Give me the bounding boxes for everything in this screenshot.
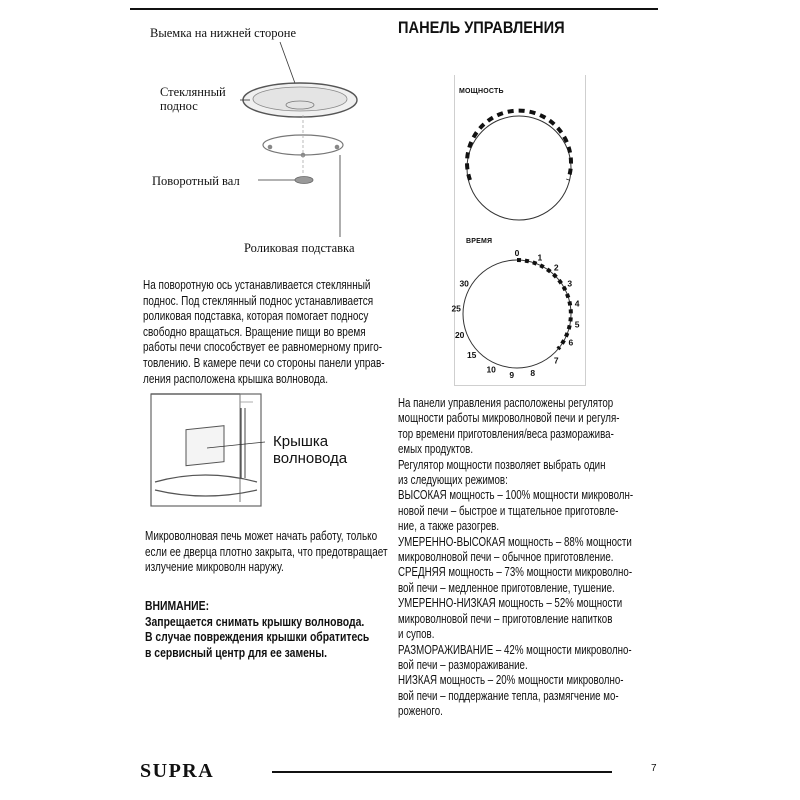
panel-line: ВЫСОКАЯ мощность – 100% мощности микроволн- (398, 487, 634, 503)
time-dial-svg (451, 246, 585, 380)
door-line: излучение микроволн наружу. (145, 559, 284, 575)
intro-line: поднос. Под стеклянный поднос устанавливается (143, 292, 374, 308)
panel-description (398, 395, 707, 719)
panel-line: вой печи – размораживание. (398, 656, 528, 672)
time-tick-label: 5 (574, 319, 580, 330)
waveguide-label-line1: Крышка (273, 433, 329, 450)
glass-tray-label-line1: Стеклянный (160, 85, 226, 99)
power-dial-svg (455, 100, 583, 228)
time-tick-label: 10 (486, 364, 496, 375)
door-line: если ее дверца плотно закрыта, что предотвращает (145, 543, 388, 559)
power-dial (455, 100, 583, 228)
intro-line: роликовая подставка, которая помогает подносу (143, 308, 369, 324)
turntable-illustration (140, 15, 390, 265)
panel-line: УМЕРЕННО-НИЗКАЯ мощность – 52% мощности (398, 595, 623, 611)
glass-tray-label (160, 85, 226, 113)
time-tick-label: 20 (454, 329, 465, 340)
time-tick-label: 15 (466, 349, 477, 360)
top-rule (130, 8, 658, 10)
time-tick-label: 2 (553, 262, 559, 273)
panel-line: НИЗКАЯ мощность – 20% мощности микроволно- (398, 672, 624, 688)
turntable-diagram (140, 15, 390, 265)
warning-line: Запрещается снимать крышку волновода. (145, 613, 365, 629)
time-tick-label: 0 (514, 248, 520, 258)
panel-line: РАЗМОРАЖИВАНИЕ – 42% мощности микроволно- (398, 641, 632, 657)
intro-line: ления расположена крышка волновода. (143, 370, 329, 386)
panel-line: На панели управления расположены регулятор (398, 395, 614, 410)
page-number: 7 (651, 763, 657, 774)
panel-line: УМЕРЕННО-ВЫСОКАЯ мощность – 88% мощности (398, 533, 632, 549)
waveguide-label-line2: волновода (273, 450, 348, 467)
panel-line: микроволновой печи – обычное приготовление. (398, 549, 614, 565)
panel-line: микроволновой печи – приготовление напитков (398, 610, 613, 626)
time-tick-label: 25 (451, 303, 461, 314)
warning-title: ВНИМАНИЕ: (145, 598, 210, 613)
time-tick-label: 7 (553, 355, 559, 366)
panel-line: емых продуктов. (398, 441, 474, 457)
warning-line: в сервисный центр для ее замены. (145, 644, 327, 660)
time-dial-label: ВРЕМЯ (466, 238, 493, 245)
panel-line: ние, а также разогрев. (398, 518, 500, 534)
power-dial-label: МОЩНОСТЬ (459, 88, 504, 95)
panel-title: ПАНЕЛЬ УПРАВЛЕНИЯ (398, 18, 565, 37)
panel-line: новой печи – быстрое и тщательное приготовле- (398, 502, 619, 518)
time-tick-label: 4 (574, 298, 580, 309)
waveguide-label (273, 433, 347, 467)
shaft-label: Поворотный вал (152, 174, 240, 188)
intro-line: На поворотную ось устанавливается стеклянный (143, 277, 371, 292)
time-tick-label: 1 (537, 252, 543, 263)
panel-line: роженого. (398, 703, 443, 719)
roller-support-label: Роликовая подставка (244, 241, 355, 255)
glass-tray-label-line2: поднос (160, 99, 198, 113)
time-tick-label: 8 (530, 367, 536, 378)
panel-line: вой печи – поддержание тепла, размягчение мо- (398, 687, 619, 703)
footer-rule (272, 771, 612, 773)
underside-notch-label: Выемка на нижней стороне (150, 26, 297, 40)
intro-paragraph (143, 277, 453, 386)
door-line: Микроволновая печь может начать работу, только (145, 528, 378, 543)
intro-line: товлению. В камере печи со стороны панели управ- (143, 354, 385, 370)
intro-line: свободно вращаться. Вращение пищи во время (143, 323, 366, 339)
warning-block (145, 598, 425, 660)
panel-line: из следующих режимов: (398, 472, 508, 488)
panel-line: мощности работы микроволновой печи и регуля- (398, 410, 620, 426)
panel-line: вой печи – медленное приготовление, тушение. (398, 579, 615, 595)
time-tick-label: 30 (459, 278, 469, 289)
time-dial (451, 246, 585, 380)
intro-line: работы печи способствует ее равномерному приго- (143, 339, 383, 355)
panel-line: Регулятор мощности позволяет выбрать один (398, 456, 606, 472)
warning-line: В случае повреждения крышки обратитесь (145, 629, 370, 644)
time-tick-label: 9 (509, 369, 515, 380)
time-tick-label: 3 (567, 278, 573, 289)
panel-line: СРЕДНЯЯ мощность – 73% мощности микроволно- (398, 564, 633, 580)
time-tick-label: 6 (568, 337, 574, 348)
brand-logo: SUPRA (140, 760, 215, 782)
panel-line: и супов. (398, 626, 435, 642)
panel-line: тор времени приготовления/веса разморажива- (398, 425, 614, 441)
